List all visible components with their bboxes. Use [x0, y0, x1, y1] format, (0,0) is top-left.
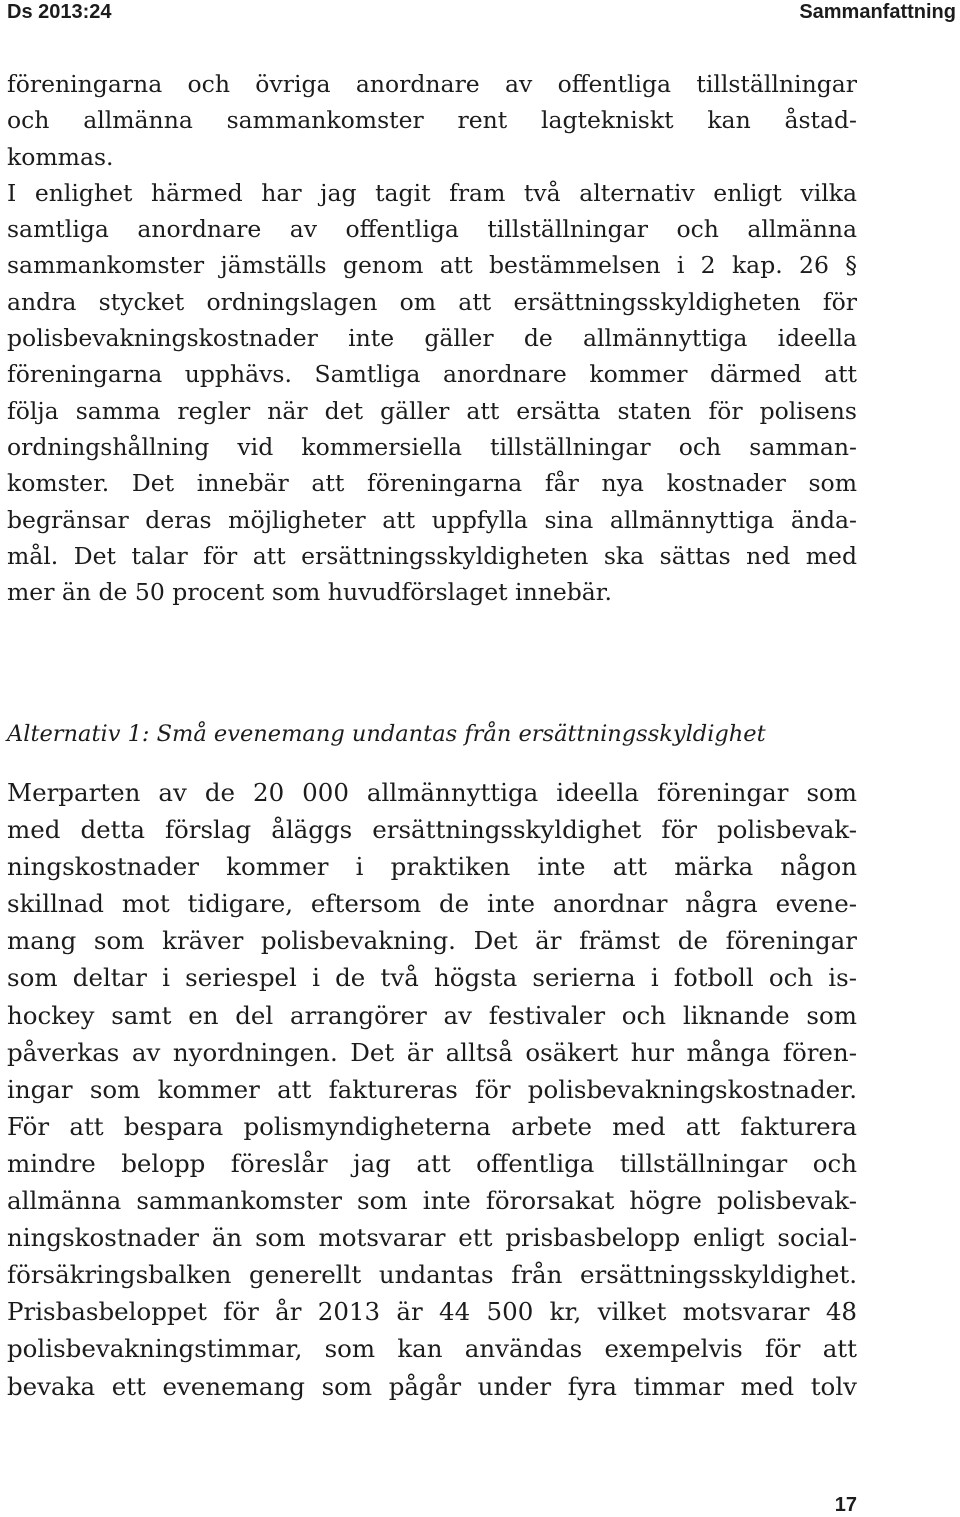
text-line: samtliga anordnare av offentliga tillställningar och allmänna [7, 215, 857, 244]
text-line: som deltar i seriespel i de två högsta serierna i fotboll och is- [7, 963, 857, 993]
paragraph-2 [7, 774, 857, 1405]
text-line: med detta förslag åläggs ersättningsskyldighet för polisbevak- [7, 815, 857, 845]
text-line: skillnad mot tidigare, eftersom de inte anordnar några evene- [7, 889, 857, 919]
text-line: I enlighet härmed har jag tagit fram två alternativ enligt vilka [7, 178, 857, 207]
section-heading: Alternativ 1: Små evenemang undantas från ersättningsskyldighet [7, 721, 766, 747]
page-number: 17 [834, 1494, 857, 1516]
text-line: föreningarna upphävs. Samtliga anordnare kommer därmed att [7, 360, 857, 389]
text-line: ordningshållning vid kommersiella tillställningar och samman- [7, 432, 857, 461]
text-line: För att bespara polismyndigheterna arbete med att fakturera [7, 1111, 857, 1141]
text-line: mang som kräver polisbevakning. Det är främst de föreningar [7, 926, 857, 956]
text-line: föreningarna och övriga anordnare av offentliga tillställningar [7, 70, 857, 98]
text-line: ingar som kommer att faktureras för polisbevakningskostnader. [7, 1074, 857, 1104]
text-line: hockey samt en del arrangörer av festivaler och liknande som [7, 1000, 857, 1030]
text-line: ningskostnader kommer i praktiken inte att märka någon [7, 852, 857, 882]
text-line: Merparten av de 20 000 allmännyttiga ideella föreningar som [7, 778, 857, 807]
text-line: följa samma regler när det gäller att ersätta staten för polisens [7, 396, 857, 425]
text-line: mindre belopp föreslår jag att offentliga tillställningar och [7, 1148, 857, 1178]
text-line: Prisbasbeloppet för år 2013 är 44 500 kr, vilket motsvarar 48 [7, 1297, 857, 1327]
text-line: allmänna sammankomster som inte förorsakat högre polisbevak- [7, 1186, 857, 1216]
text-line: sammankomster jämställs genom att bestämmelsen i 2 kap. 26 § [7, 251, 857, 280]
text-line: polisbevakningskostnader inte gäller de allmännyttiga ideella [7, 324, 857, 353]
text-line: andra stycket ordningslagen om att ersättningsskyldigheten för [7, 287, 857, 316]
document-id: Ds 2013:24 [7, 1, 112, 23]
text-line: försäkringsbalken generellt undantas från ersättningsskyldighet. [7, 1260, 857, 1290]
section-title: Sammanfattning [799, 1, 956, 23]
text-line: kommas. [7, 142, 114, 171]
text-line: ningskostnader än som motsvarar ett prisbasbelopp enligt social- [7, 1223, 857, 1253]
text-line: komster. Det innebär att föreningarna får nya kostnader som [7, 469, 857, 498]
text-line: mer än de 50 procent som huvudförslaget innebär. [7, 578, 612, 607]
text-line: mål. Det talar för att ersättningsskyldigheten ska sättas ned med [7, 541, 857, 570]
paragraph-1 [7, 66, 857, 610]
text-line: begränsar deras möjligheter att uppfylla sina allmännyttiga ända- [7, 505, 857, 534]
text-line: bevaka ett evenemang som pågår under fyra timmar med tolv [7, 1371, 857, 1401]
page-header [0, 0, 960, 34]
text-line: och allmänna sammankomster rent lagtekniskt kan åstad- [7, 106, 857, 135]
text-line: påverkas av nyordningen. Det är alltså osäkert hur många fören- [7, 1037, 857, 1067]
text-line: polisbevakningstimmar, som kan användas exempelvis för att [7, 1334, 857, 1364]
